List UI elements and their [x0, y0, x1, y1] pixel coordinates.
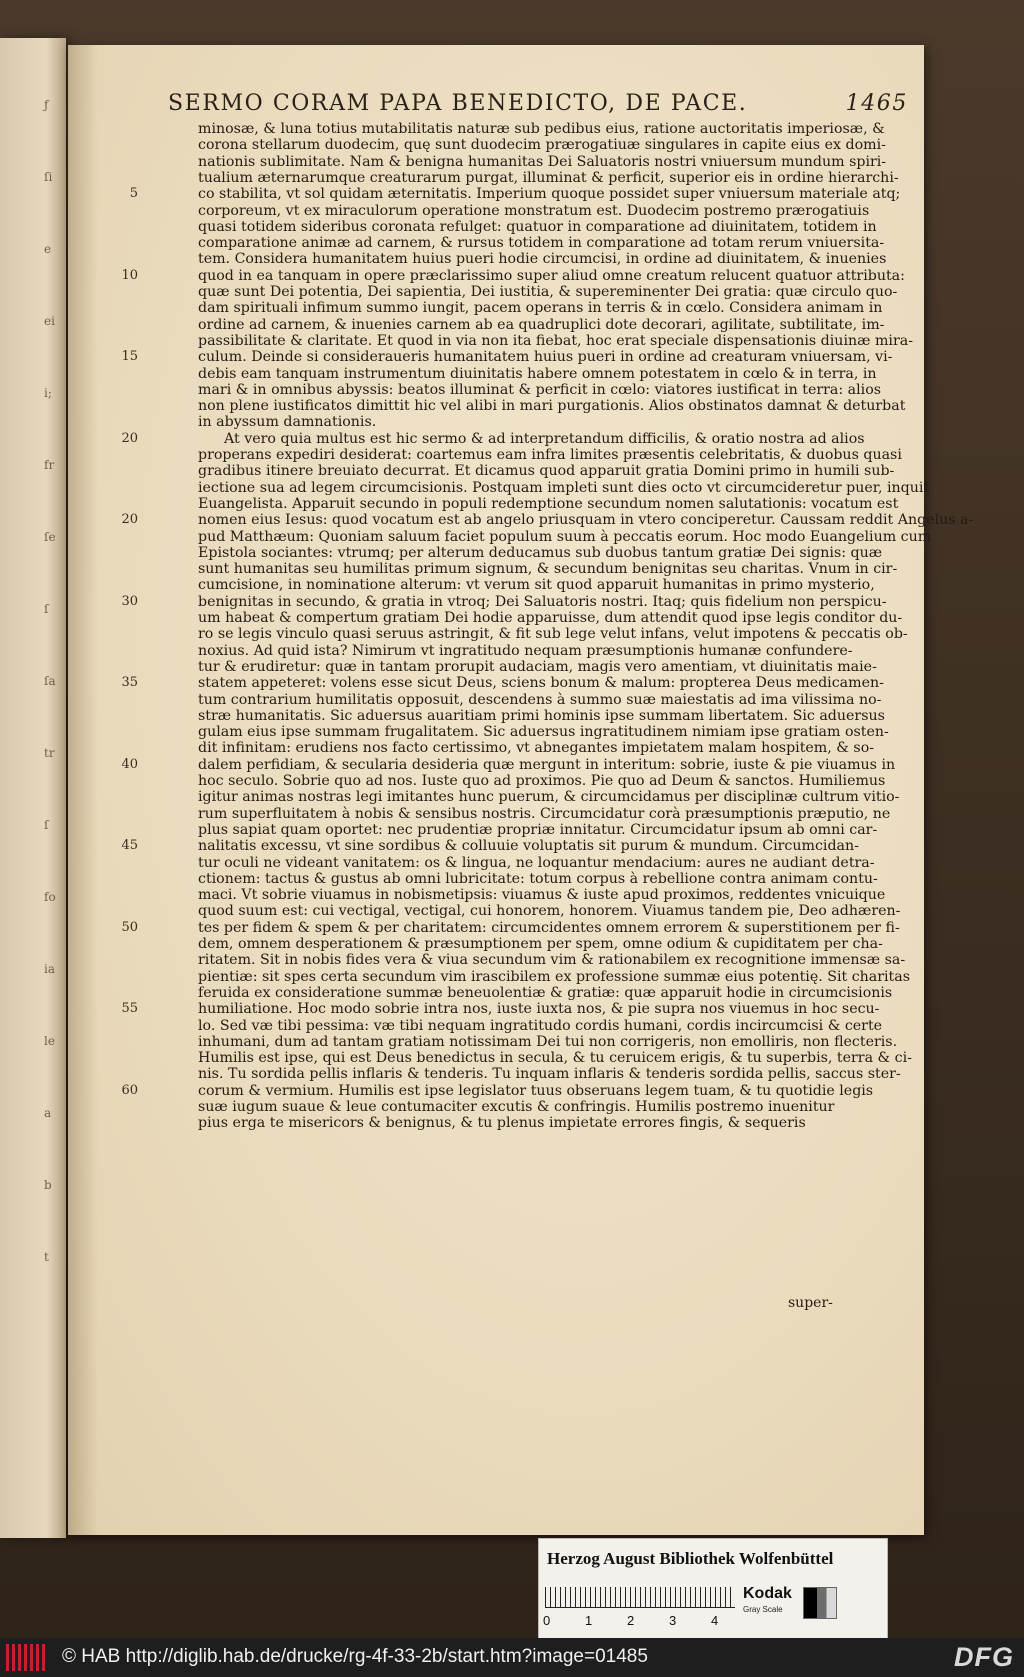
text-line: dam spirituali infimum summo iungit, pacem operans in terris & in cœlo. Considera animam in: [198, 300, 883, 317]
text-line: noxius. Ad quid ista? Nimirum vt ingratitudo nequam præsumptionis humanæ confundere-: [198, 642, 853, 659]
text-line: corporeum, vt ex miraculorum operatione monstratum est. Duodecim postremo prærogatiuis: [198, 202, 870, 219]
margin-line-number: 15: [121, 349, 138, 365]
left-page-text-fragment: fr: [44, 458, 55, 472]
text-line: sunt humanitas seu humilitas primum signum, & secundum benignitas seu charitas. Vnum in cir-: [198, 561, 898, 578]
text-line: tes per fidem & spem & per charitatem: circumcidentes omnem errorem & superstitionem per fi-: [198, 919, 900, 936]
left-page-text-fragment: a: [44, 1106, 52, 1120]
text-line: At vero quia multus est hic sermo & ad interpretandum difficilis, & oratio nostra ad alios: [224, 430, 865, 447]
text-line: statem appeteret: volens esse sicut Deus, sciens bonum & malum: propterea Deus medicamen-: [198, 675, 884, 692]
text-line: quod suum est: cui vectigal, vectigal, cui honorem, honorem. Viuamus tandem pie, Deo adhæren-: [198, 903, 901, 920]
text-line: ctionem: tactus & gustus ab omni lubricitate: totum corpus à rebellione contra animam contu-: [198, 870, 878, 887]
text-line: pius erga te misericors & benignus, & tu plenus impietate errores fingis, & sequeris: [198, 1115, 806, 1132]
source-url-link[interactable]: © HAB http://diglib.hab.de/drucke/rg-4f-33-2b/start.htm?image=01485: [62, 1646, 648, 1667]
text-line: maci. Vt sobrie viuamus in nobismetipsis: viuamus & iuste apud proximos, reddentes vnicuique: [198, 887, 886, 904]
text-line: cumcisione, in nominatione alterum: vt verum sit quod apparuit humanitas in primo mysterio,: [198, 577, 875, 594]
left-page-text-fragment: ei: [44, 314, 55, 328]
margin-line-number: 55: [121, 1001, 138, 1017]
margin-line-number: 35: [121, 675, 138, 691]
kodak-gray-scale: [739, 1583, 879, 1633]
left-page-text-fragment: i;: [44, 386, 52, 400]
text-line: properans expediri desiderat: coartemus eam infra limites præsentis celebritatis, & duobus quasi: [198, 447, 902, 463]
left-page-text-fragment: tr: [44, 746, 55, 760]
margin-line-number: 50: [121, 919, 138, 935]
left-page-text-fragment: ſa: [44, 674, 56, 688]
margin-line-number: 10: [121, 267, 138, 283]
text-line: tur oculi ne videant vanitatem: os & lingua, ne loquantur mendacium: aures ne audiant detra-: [198, 854, 875, 871]
text-line: comparatione animæ ad carnem, & rursus totidem in comparatione ad totam rerum vniuersita-: [198, 235, 885, 252]
text-line: minosæ, & luna totius mutabilitatis naturæ sub pedibus eius, ratione auctoritatis imperiosæ, &: [198, 121, 885, 137]
margin-line-number: 5: [129, 186, 138, 202]
text-line: gulam eius ipse summam frugalitatem. Sic aduersus ingratitudinem nimiam ipse gratiam osten-: [198, 724, 889, 741]
text-line: hoc seculo. Sobrie quo ad nos. Iuste quo ad proximos. Pie quo ad Deum & sanctos. Humiliemus: [198, 773, 886, 789]
margin-line-number: 30: [121, 593, 138, 609]
text-line: nationis sublimitate. Nam & benigna humanitas Dei Saluatoris nostri vniuersum mundum spiri-: [198, 153, 887, 170]
text-line: plus sapiat quam oportet: nec prudentiæ propriæ innitatur. Circumcidatur ipsum ab omni car-: [198, 821, 878, 838]
text-line: ritatem. Sit in nobis fides vera & viua secundum vim & rationabilem ex recognitione immensæ sa-: [198, 952, 906, 969]
text-line: quæ sunt Dei potentia, Dei sapientia, Dei iustitia, & supereminenter Dei gratia: quæ circulo quo-: [198, 284, 898, 300]
text-line: Epistola sociantes: vtrumq; per alterum deducamus sub duobus tantum gratiæ Dei signis: quæ: [198, 544, 883, 561]
text-line: mari & in omnibus abyssis: beatos illuminat & perficit in cœlo: viatores iustificat in terra: alios: [198, 381, 882, 398]
text-line: dalem perfidiam, & secularia desideria quæ mergunt in interitum: sobrie, iuste & pie viuamus in: [198, 756, 896, 773]
text-line: dem, omnem desperationem & præsumptionem per spem, omne odium & cupiditatem per cha-: [198, 936, 883, 952]
text-line: ro se legis vinculo quasi seruus astringit, & fit sub lege velut infans, velut impotens & peccatis ob-: [198, 626, 908, 643]
text-line: Euangelista. Apparuit secundo in populi redemptione secundum nomen salutationis: vocatum est: [198, 495, 899, 512]
margin-line-number: 20: [121, 512, 138, 528]
margin-line-number: 60: [121, 1082, 138, 1098]
running-head-title: SERMO CORAM PAPA BENEDICTO, DE PACE.: [168, 91, 748, 116]
left-page-text-fragment: t: [44, 1250, 49, 1264]
kodak-subtitle: Gray Scale: [743, 1605, 783, 1614]
text-line: tualium æternarumque creaturarum purgat, illuminat & perficit, superior eis in ordine hierarchi-: [198, 169, 899, 186]
text-line: nomen eius Iesus: quod vocatum est ab angelo priusquam in vtero conciperetur. Caussam reddit Angelus a-: [198, 512, 974, 529]
text-line: in abyssum damnationis.: [198, 414, 377, 431]
scale-ruler: [545, 1587, 735, 1608]
text-line: igitur animas nostras legi imitantes hunc puerum, & circumcidamus per disciplinæ cultrum vitio-: [198, 789, 900, 806]
ruler-label: 0: [543, 1613, 551, 1628]
viewer-footer: [0, 1638, 1024, 1677]
text-line: humiliatione. Hoc modo sobrie intra nos, iuste iuxta nos, & pie supra nos viuemus in hoc secu-: [198, 1001, 880, 1018]
left-facing-page-edge: [0, 38, 66, 1538]
text-line: quod in ea tanquam in opere præclarissimo super aliud omne creatum relucent quatuor attributa:: [198, 267, 905, 284]
text-line: benignitas in secundo, & gratia in vtroq; Dei Saluatoris nostri. Itaq; quis fidelium non perspicu-: [198, 593, 887, 610]
left-page-text-fragment: le: [44, 1034, 55, 1048]
library-name: Herzog August Bibliothek Wolfenbüttel: [547, 1549, 834, 1568]
text-line: nalitatis excessu, vt sine sordibus & colluuie voluptatis sit purum & mundum. Circumcidan-: [198, 838, 859, 855]
text-line: tum contrarium humilitatis opposuit, descendens à summo suæ maiestatis ad ima vilissima no-: [198, 691, 882, 708]
text-line: corona stellarum duodecim, quę sunt duodecim prærogatiuæ singulares in capite eius ex domi-: [198, 137, 886, 154]
left-page-text-fragment: ſ: [44, 602, 49, 616]
margin-line-number: 40: [121, 756, 138, 772]
text-line: ordine ad carnem, & inuenies carnem ab ea quadruplici dote decorari, agilitate, subtilitate, im-: [198, 316, 885, 333]
barcode-icon: [6, 1644, 48, 1671]
text-line: suæ iugum suaue & leue contumaciter excutis & confringis. Humilis postremo inuenitur: [198, 1099, 835, 1115]
text-line: tur & erudiretur: quæ in tantam prorupit audaciam, magis vero amentiam, vt diuinitatis maie-: [198, 658, 877, 675]
text-line: corum & vermium. Humilis est ipse legislator tuus obseruans legem tuam, & tu quotidie legis: [198, 1082, 874, 1099]
text-line: nis. Tu sordida pellis inflaris & tenderis. Tu inquam inflaris & tenderis sordida pellis, saccus ster-: [198, 1066, 901, 1083]
text-line: lo. Sed væ tibi pessima: væ tibi nequam ingratitudo cordis humani, cordis incircumcisi & certe: [198, 1017, 883, 1034]
text-line: debis eam tanquam instrumentum diuinitatis habere omnem potestatem in cœlo & in terra, in: [198, 365, 877, 382]
text-line: pud Matthæum: Quoniam saluum faciet populum suum à peccatis eorum. Hoc modo Euangelium cum: [198, 528, 932, 545]
page-number: 1465: [845, 91, 908, 116]
margin-line-number: 20: [121, 430, 138, 446]
text-line: iectione sua ad legem circumcisionis. Postquam impleti sunt dies octo vt circumcideretur puer, inquit: [198, 479, 930, 496]
text-line: stræ humanitatis. Sic aduersus auaritiam primi hominis ipse summam libertatem. Sic aduersus: [198, 707, 885, 724]
gray-swatch: [803, 1587, 837, 1619]
text-line: passibilitate & claritate. Et quod in via non ita fiebat, hoc erat speciale dispensationis diuinæ mira-: [198, 332, 913, 349]
text-line: gradibus itinere breuiato decurrat. Et dicamus quod apparuit gratia Domini primo in humili sub-: [198, 463, 895, 480]
text-line: dit infinitam: erudiens nos facto certissimo, vt abnegantes impietatem malam hospitem, & so-: [198, 740, 875, 757]
text-line: um habeat & compertum gratiam Dei hodie apparuisse, dum attendit quod ipse legis conditor du-: [198, 610, 903, 626]
text-line: Humilis est ipse, qui est Deus benedictus in secula, & tu ceruicem erigis, & tu superbis, terra & ci-: [198, 1050, 912, 1067]
text-line: quasi totidem sideribus coronata refulget: quatuor in comparatione ad diuinitatem, totidem in: [198, 218, 877, 235]
left-page-text-fragment: e: [44, 242, 52, 256]
text-line: feruida ex consideratione summæ beneuolentiæ & gratiæ: quæ apparuit hodie in circumcisionis: [198, 984, 893, 1001]
left-page-text-fragment: ſe: [44, 530, 56, 544]
left-page-text-fragment: ſi: [44, 170, 53, 184]
text-line: culum. Deinde si consideraueris humanitatem huius pueri in ordine ad creaturam vniuersam, vi-: [198, 349, 893, 366]
left-page-text-fragment: ſ: [44, 818, 49, 832]
catchword: super-: [788, 1295, 833, 1311]
text-line: non plene iustificatos dimittit hic vel alibi in mari purgationis. Alios obstinatos damnat & deturbat: [198, 398, 906, 415]
ruler-label: 3: [669, 1613, 677, 1628]
text-line: pientiæ: sit spes certa secundum vim irascibilem ex professione summæ eius potentię. Sit charitas: [198, 968, 911, 985]
library-color-target-card: [538, 1538, 888, 1640]
ruler-label: 2: [627, 1613, 635, 1628]
dfg-logo: DFG: [954, 1642, 1014, 1672]
left-page-text-fragment: ƒ: [44, 98, 49, 112]
text-line: tem. Considera humanitatem huius pueri hodie circumcisi, in ordine ad diuinitatem, & inuenies: [198, 251, 887, 268]
left-page-text-fragment: b: [44, 1178, 52, 1192]
ruler-label: 1: [585, 1613, 593, 1628]
text-line: rum superfluitatem à nobis & sensibus nostris. Circumcidatur corà præsumptionis præputio, ne: [198, 805, 891, 822]
margin-line-number: 45: [121, 838, 138, 854]
text-line: co stabilita, vt sol quidam æternitatis. Imperium quoque possidet super vniuersum materiale atq;: [198, 186, 901, 203]
left-page-text-fragment: ia: [44, 962, 55, 976]
ruler-label: 4: [711, 1613, 719, 1628]
left-page-text-fragment: fo: [44, 890, 56, 904]
text-line: inhumani, dum ad tantam gratiam notissimam Dei tui non corrigeris, non emolliris, non flecteris.: [198, 1033, 898, 1050]
kodak-logo: Kodak: [743, 1585, 792, 1602]
book-page: [68, 45, 974, 1535]
